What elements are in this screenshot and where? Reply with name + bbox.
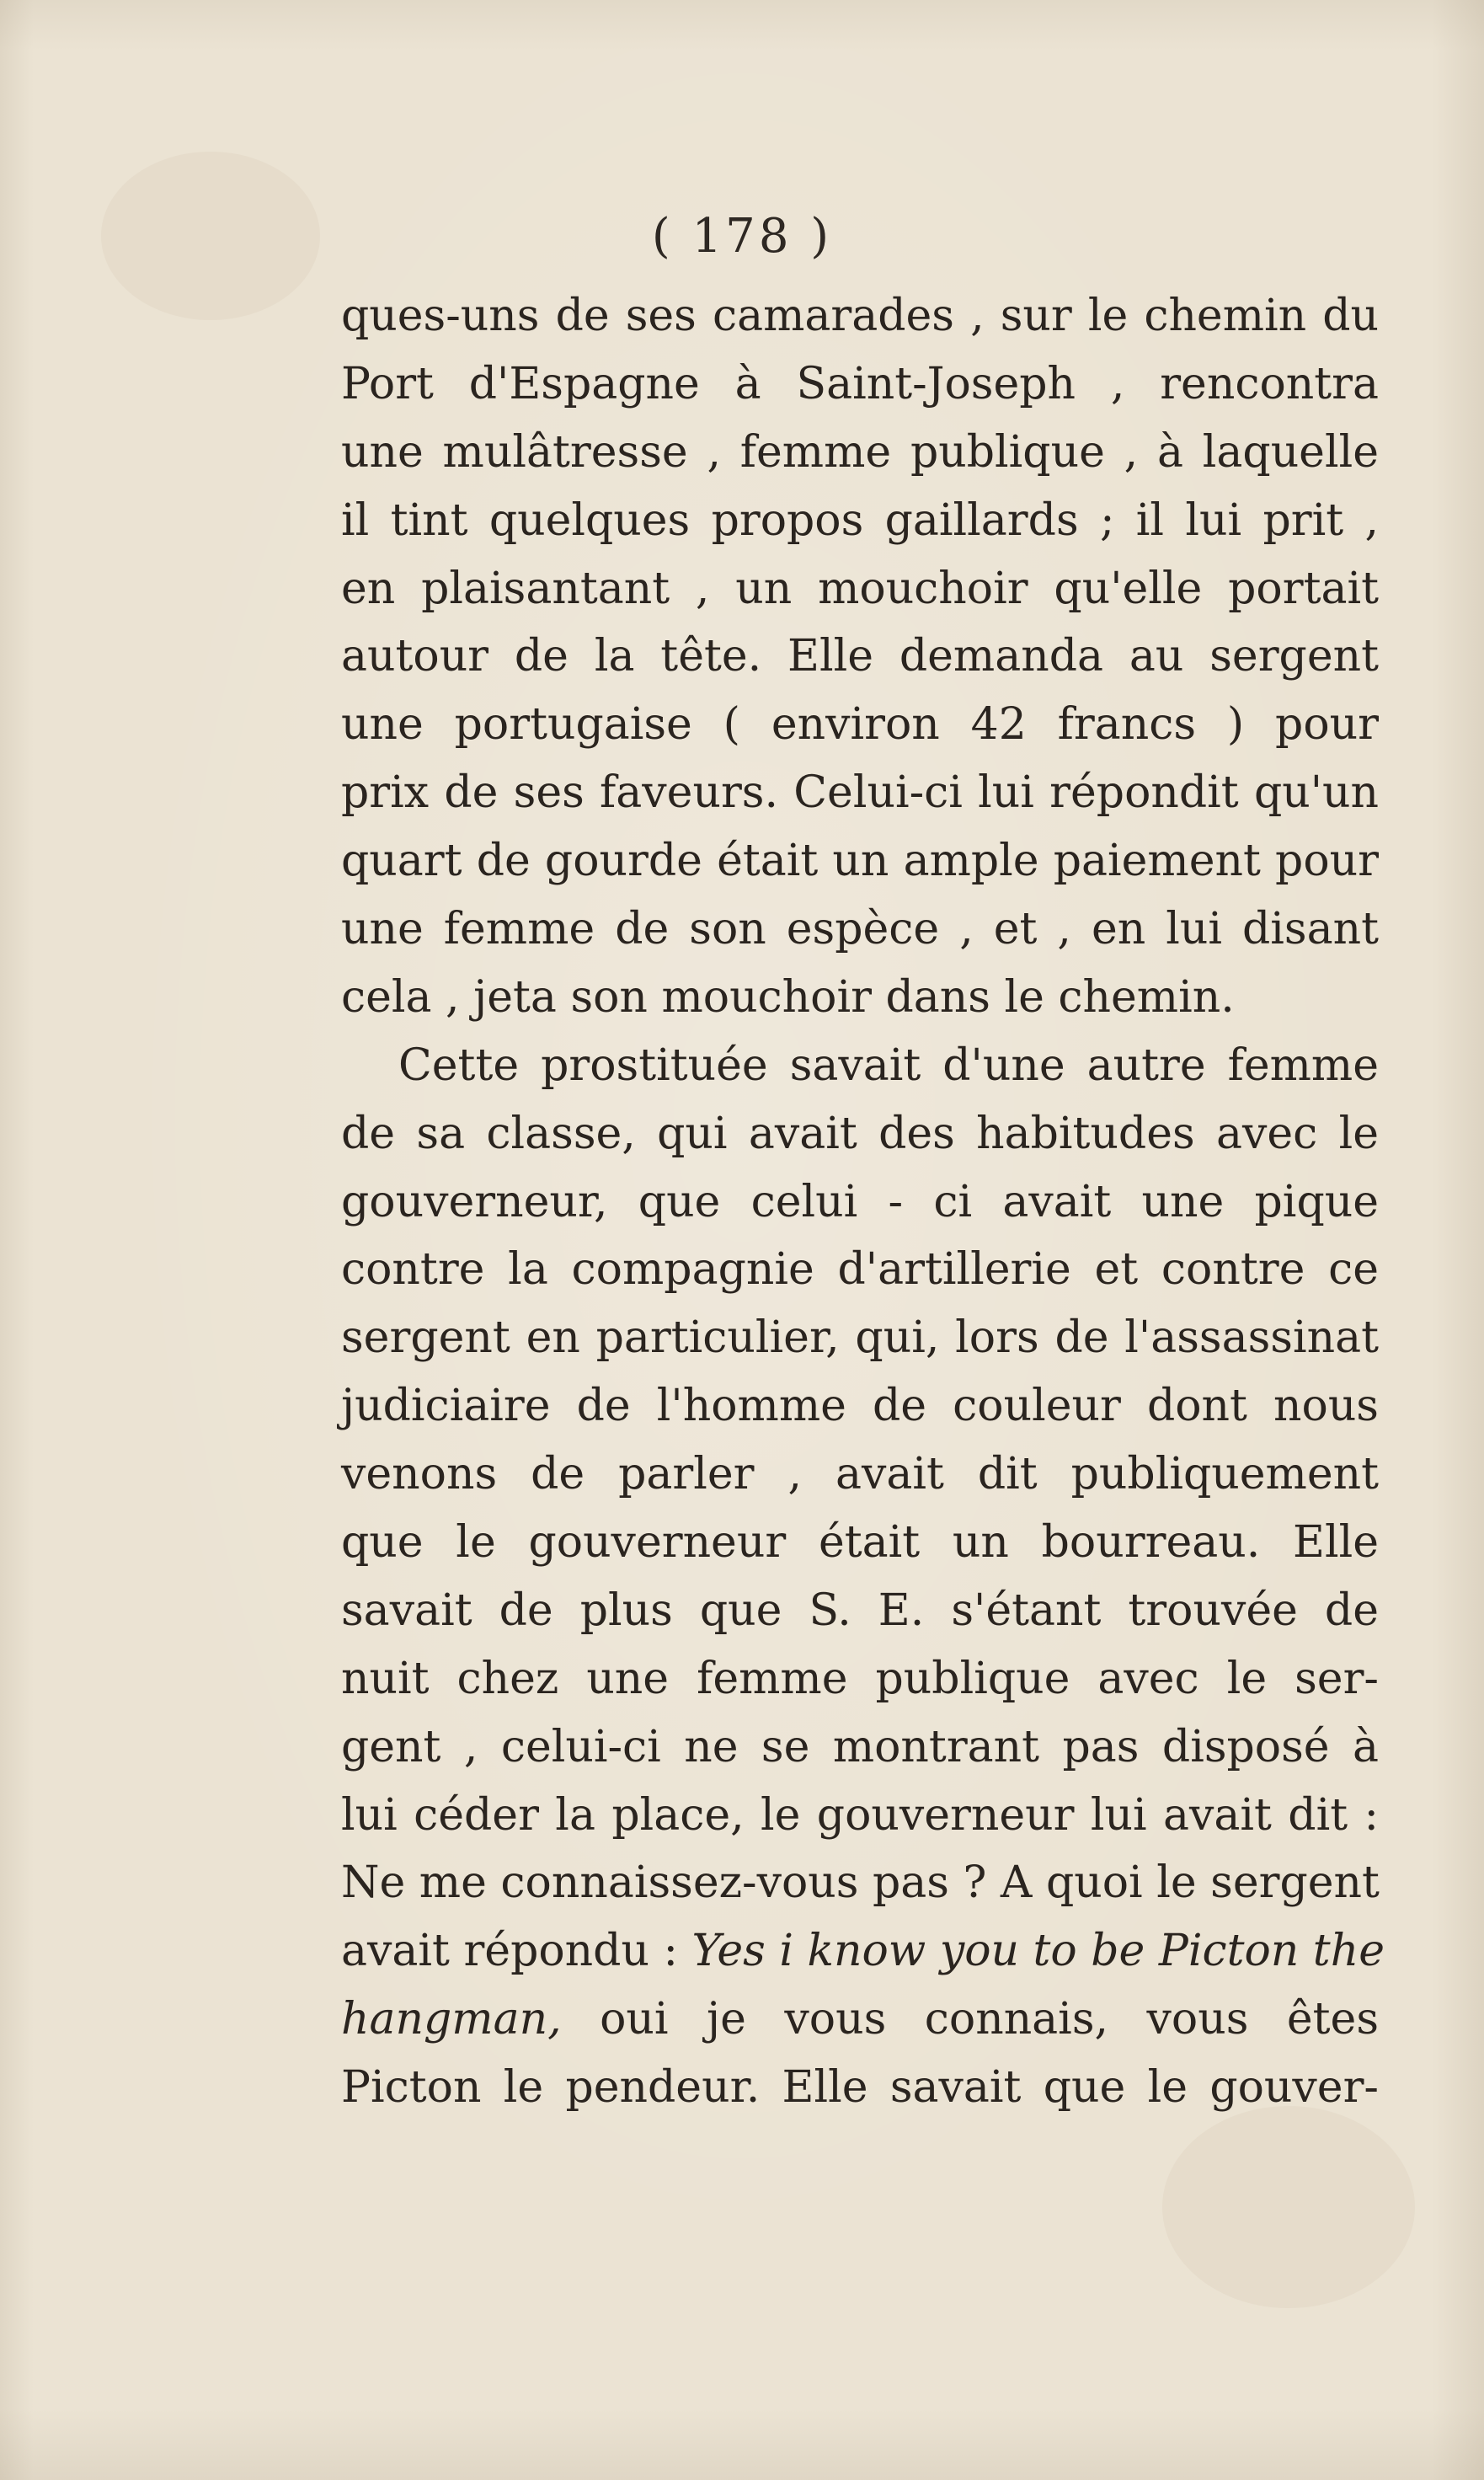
text-segment: oui je vous connais, vous êtes [600, 1994, 1380, 2045]
text-line: Cette prostituée savait d'une autre femme [398, 1040, 1379, 1091]
text-line: une femme de son espèce , et , en lui disant [341, 904, 1379, 955]
text-line: sergent en particulier, qui, lors de l'assassinat [341, 1312, 1379, 1364]
text-line: de sa classe, qui avait des habitudes avec le [341, 1108, 1379, 1159]
paper-stain [1162, 2106, 1415, 2308]
body-text [341, 282, 1385, 2122]
text-line: cela , jeta son mouchoir dans le chemin. [341, 971, 1235, 1023]
text-line-mixed [341, 1986, 1379, 2054]
text-line: une mulâtresse , femme publique , à laquelle [341, 426, 1379, 478]
text-segment: avait répondu : [341, 1926, 678, 1977]
text-line-mixed [341, 1917, 1385, 1986]
text-line: gouverneur, que celui - ci avait une pique [341, 1176, 1379, 1227]
text-line: prix de ses faveurs. Celui-ci lui répondit qu'un [341, 767, 1379, 819]
text-line: que le gouverneur était un bourreau. Elle [341, 1517, 1379, 1569]
text-line: contre la compagnie d'artillerie et contre ce [341, 1244, 1379, 1296]
text-line: autour de la tête. Elle demanda au sergent [341, 631, 1379, 682]
text-line: il tint quelques propos gaillards ; il lui prit , [341, 494, 1379, 546]
text-line: nuit chez une femme publique avec le ser- [341, 1653, 1379, 1704]
text-line: lui céder la place, le gouverneur lui avait dit : [341, 1789, 1379, 1841]
text-line: Ne me connaissez-vous pas ? A quoi le sergent [341, 1857, 1380, 1909]
text-line: ques-uns de ses camarades , sur le chemin du [341, 291, 1379, 341]
text-line: Picton le pendeur. Elle savait que le gouver- [341, 2062, 1379, 2114]
text-line: judiciaire de l'homme de couleur dont nous [341, 1381, 1379, 1432]
page-number: ( 178 ) [651, 209, 833, 264]
text-line: gent , celui-ci ne se montrant pas disposé à [341, 1721, 1379, 1772]
text-line: une portugaise ( environ 42 francs ) pour [341, 699, 1379, 751]
english-quote-end: hangman, [341, 1994, 562, 2045]
text-line: savait de plus que S. E. s'étant trouvée de [341, 1585, 1379, 1636]
text-line: en plaisantant , un mouchoir qu'elle portait [341, 563, 1379, 614]
text-line: venons de parler , avait dit publiquement [341, 1449, 1379, 1500]
english-quote: Yes i know you to be Picton the [691, 1926, 1385, 1977]
text-line: quart de gourde était un ample paiement pour [341, 836, 1379, 887]
text-line: Port d'Espagne à Saint-Joseph , rencontra [341, 358, 1379, 409]
